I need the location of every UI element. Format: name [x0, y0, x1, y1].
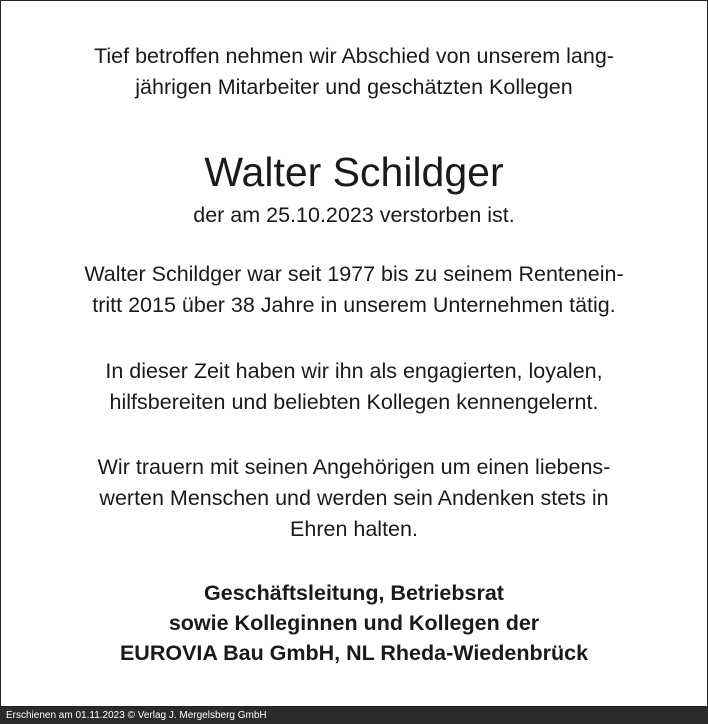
career-line: Walter Schildger war seit 1977 bis zu seinem Rentenein- — [84, 262, 624, 286]
signature-line: Geschäftsleitung, Betriebsrat — [204, 581, 504, 605]
signature-line: EUROVIA Bau GmbH, NL Rheda-Wiedenbrück — [119, 641, 589, 665]
time-line: In dieser Zeit haben wir ihn als engagierten, loyalen, — [105, 359, 603, 383]
intro-line: jährigen Mitarbeiter und geschätzten Kollegen — [135, 75, 573, 99]
time-paragraph — [31, 356, 677, 418]
mourning-line: Ehren halten. — [290, 517, 418, 541]
mourning-line: Wir trauern mit seinen Angehörigen um einen liebens- — [97, 455, 611, 479]
death-date-text: der am 25.10.2023 verstorben ist. — [193, 203, 515, 227]
intro-line: Tief betroffen nehmen wir Abschied von unserem lang- — [94, 44, 614, 68]
publication-footer-text: Erschienen am 01.11.2023 © Verlag J. Mergelsberg GmbH — [6, 710, 267, 721]
mourning-line: werten Menschen und werden sein Andenken stets in — [99, 486, 609, 510]
death-date-line — [31, 200, 677, 231]
deceased-name: Walter Schildger — [204, 149, 504, 195]
signature-line: sowie Kolleginnen und Kollegen der — [168, 611, 540, 635]
signature-block — [31, 578, 677, 668]
time-line: hilfsbereiten und beliebten Kollegen kennengelernt. — [109, 390, 599, 414]
mourning-paragraph — [31, 452, 677, 545]
intro-paragraph — [31, 41, 677, 103]
career-line: tritt 2015 über 38 Jahre in unserem Unternehmen tätig. — [92, 293, 616, 317]
publication-footer — [0, 707, 708, 724]
career-paragraph — [31, 259, 677, 321]
